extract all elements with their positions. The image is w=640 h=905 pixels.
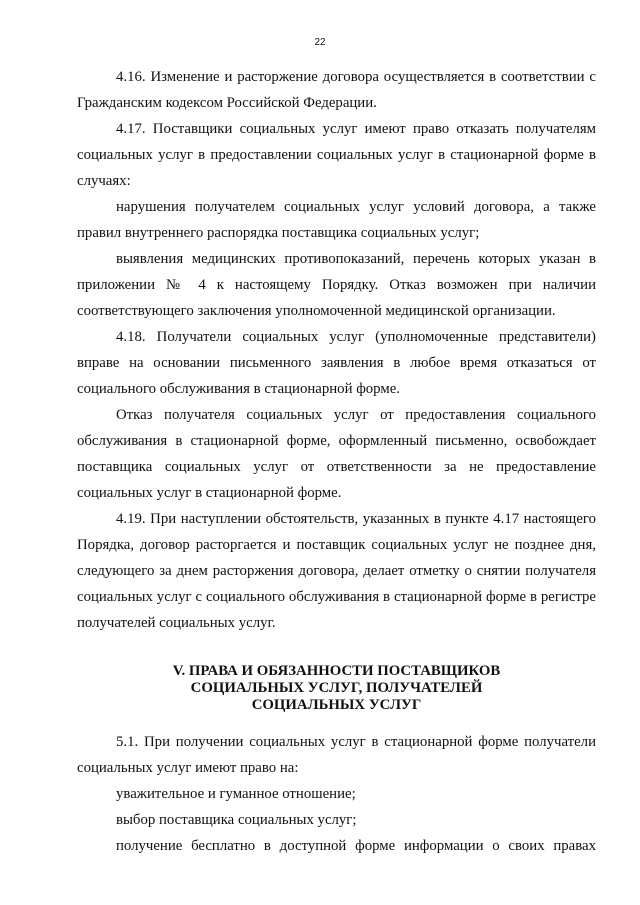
page-number: 22 — [314, 37, 326, 48]
paragraph-4-18: 4.18. Получатели социальных услуг (уполномоченные представители) вправе на основании письменного заявления в любое время отказаться от социального обслуживания в стационарной форме. — [77, 329, 596, 397]
section-heading-line: V. ПРАВА И ОБЯЗАННОСТИ ПОСТАВЩИКОВ — [172, 663, 501, 679]
list-item-respect: уважительное и гуманное отношение; — [116, 786, 356, 802]
section-heading — [77, 663, 596, 714]
section-heading-line: СОЦИАЛЬНЫХ УСЛУГ — [251, 697, 422, 713]
list-item-information: получение бесплатно в доступной форме информации о своих правах — [116, 838, 596, 854]
paragraph-4-17: 4.17. Поставщики социальных услуг имеют право отказать получателям социальных услуг в предоставлении социальных услуг в стационарной форме в случаях: — [77, 121, 596, 189]
list-item-contraindications: выявления медицинских противопоказаний, перечень которых указан в приложении № 4 к настоящему Порядку. Отказ возможен при наличии соответствующего заключения уполномоченной медицинской организации. — [77, 251, 596, 319]
paragraph-5-1: 5.1. При получении социальных услуг в стационарной форме получатели социальных услуг имеют право на: — [77, 734, 596, 776]
paragraph-4-19: 4.19. При наступлении обстоятельств, указанных в пункте 4.17 настоящего Порядка, договор расторгается и поставщик социальных услуг не позднее дня, следующего за днем расторжения договора, делает отметку о снятии получателя социальных услуг с социального обслуживания в стационарной форме в регистре получателей социальных услуг. — [77, 511, 596, 631]
document-body — [77, 64, 596, 859]
section-heading-line: СОЦИАЛЬНЫХ УСЛУГ, ПОЛУЧАТЕЛЕЙ — [190, 680, 483, 696]
paragraph-refusal: Отказ получателя социальных услуг от предоставления социального обслуживания в стационарной форме, оформленный письменно, освобождает поставщика социальных услуг от ответственности за не предоставление социальных услуг в стационарной форме. — [77, 407, 596, 501]
list-item-choice: выбор поставщика социальных услуг; — [116, 812, 357, 828]
list-item-violation: нарушения получателем социальных услуг условий договора, а также правил внутреннего распорядка поставщика социальных услуг; — [77, 199, 596, 241]
paragraph-4-16: 4.16. Изменение и расторжение договора осуществляется в соответствии с Гражданским кодексом Российской Федерации. — [77, 69, 596, 111]
